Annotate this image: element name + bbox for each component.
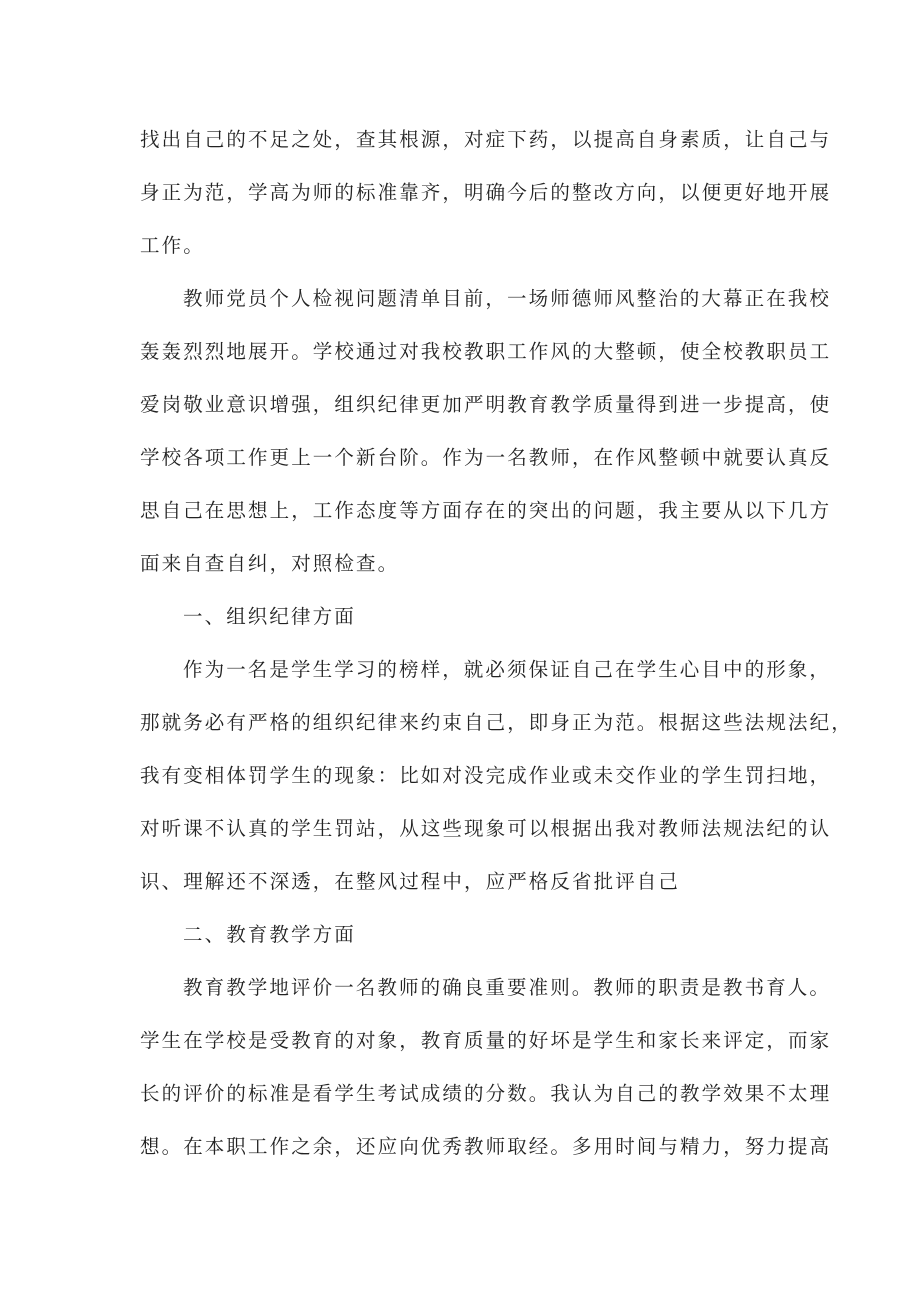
text-line: 爱岗敬业意识增强，组织纪律更加严明教育教学质量得到进一步提高，使 bbox=[140, 393, 832, 416]
text-line: 学生在学校是受教育的对象，教育质量的好坏是学生和家长来评定，而家 bbox=[140, 1029, 832, 1052]
text-line: 想。在本职工作之余，还应向优秀教师取经。多用时间与精力，努力提高 bbox=[140, 1135, 832, 1158]
text-line: 思自己在思想上，工作态度等方面存在的突出的问题，我主要从以下几方 bbox=[140, 499, 832, 522]
text-line: 长的评价的标准是看学生考试成绩的分数。我认为自己的教学效果不太理 bbox=[140, 1082, 832, 1105]
paragraph-first-line: 作为一名是学生学习的榜样，就必须保证自己在学生心目中的形象， bbox=[183, 658, 832, 681]
text-line: 面来自查自纠，对照检查。 bbox=[140, 552, 400, 575]
text-line: 对听课不认真的学生罚站，从这些现象可以根据出我对教师法规法纪的认 bbox=[140, 817, 832, 840]
text-line: 身正为范，学高为师的标准靠齐，明确今后的整改方向，以便更好地开展 bbox=[140, 181, 832, 204]
text-line: 学校各项工作更上一个新台阶。作为一名教师，在作风整顿中就要认真反 bbox=[140, 446, 832, 469]
paragraph-first-line: 教师党员个人检视问题清单目前，一场师德师风整治的大幕正在我校 bbox=[183, 287, 832, 310]
text-line: 工作。 bbox=[140, 234, 205, 257]
text-line: 我有变相体罚学生的现象：比如对没完成作业或未交作业的学生罚扫地， bbox=[140, 764, 832, 787]
paragraph-first-line: 教育教学地评价一名教师的确良重要准则。教师的职责是教书育人。 bbox=[183, 976, 832, 999]
text-line: 轰轰烈烈地展开。学校通过对我校教职工作风的大整顿，使全校教职员工 bbox=[140, 340, 832, 363]
text-line: 找出自己的不足之处，查其根源，对症下药，以提高自身素质，让自己与 bbox=[140, 128, 832, 151]
section-heading: 一、组织纪律方面 bbox=[183, 605, 356, 628]
text-line: 那就务必有严格的组织纪律来约束自己，即身正为范。根据这些法规法纪， bbox=[140, 711, 853, 734]
text-line: 识、理解还不深透，在整风过程中，应严格反省批评自己 bbox=[140, 870, 681, 893]
section-heading: 二、教育教学方面 bbox=[183, 923, 356, 946]
